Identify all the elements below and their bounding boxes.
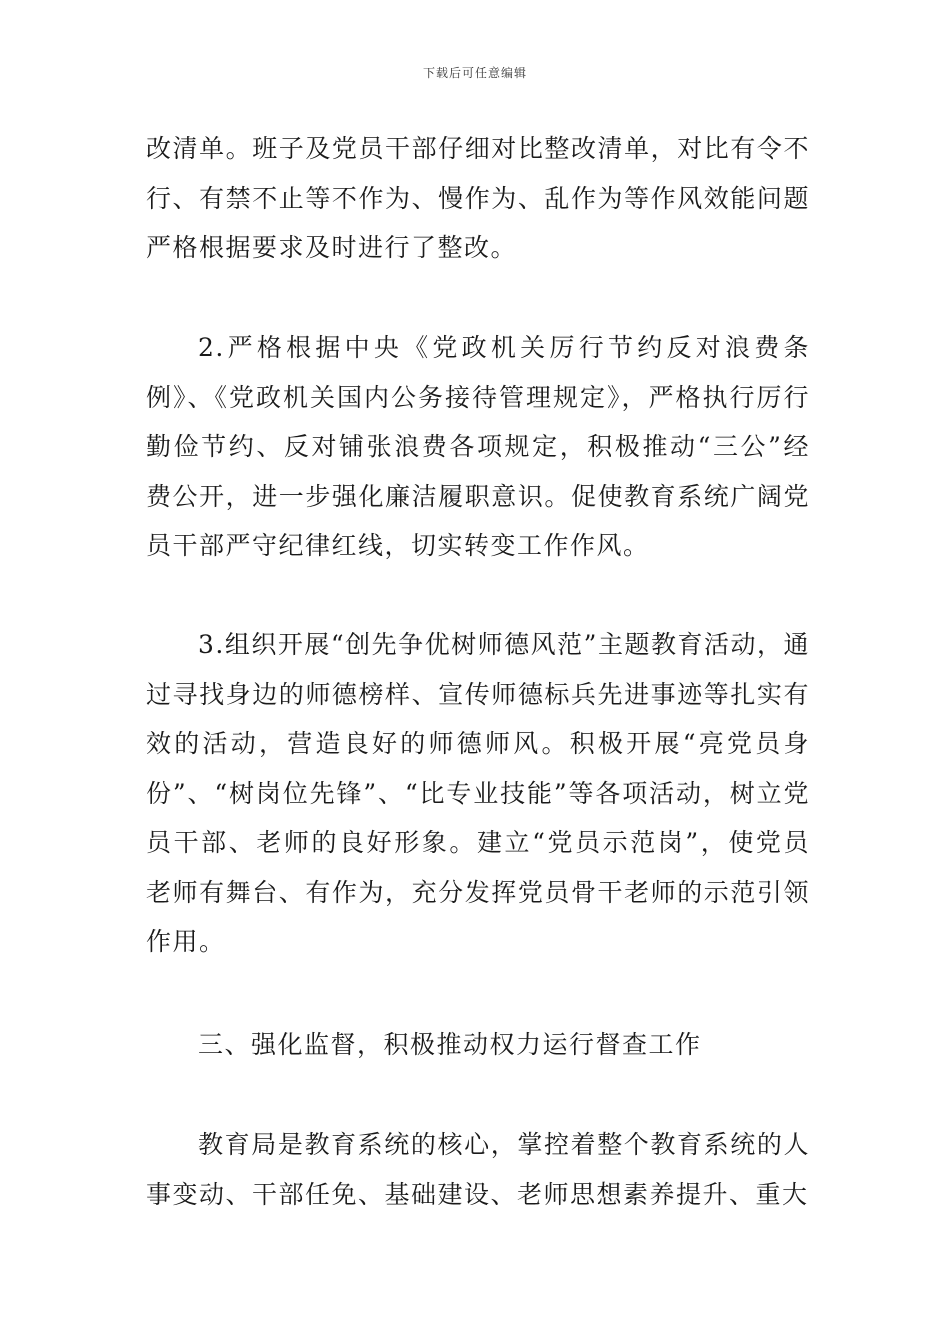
body-paragraph-continued (146, 124, 810, 273)
section-heading-3 (146, 1020, 810, 1070)
paragraph-text: 2.严格根据中央《党政机关厉行节约反对浪费条例》、《党政机关国内公务接待管理规定》，严格执行厉行勤俭节约、反对铺张浪费各项规定，积极推动“三公”经费公开，进一步强化廉洁履职意识。促使教育系统广阔党员干部严守纪律红线，切实转变工作作风。 (146, 333, 810, 560)
paragraph-text: 教育局是教育系统的核心，掌控着整个教育系统的人事变动、干部任免、基础建设、老师思想素养提升、重大 (146, 1130, 810, 1209)
paragraph-text: 改清单。班子及党员干部仔细对比整改清单，对比有令不行、有禁不止等不作为、慢作为、乱作为等作风效能问题严格根据要求及时进行了整改。 (146, 134, 810, 262)
body-paragraph-4 (146, 1120, 810, 1219)
page-header: 下载后可任意编辑 (422, 66, 527, 80)
section-heading-text: 三、强化监督，积极推动权力运行督查工作 (198, 1030, 702, 1059)
body-paragraph-2 (146, 323, 810, 571)
paragraph-text: 3.组织开展“创先争优树师德风范”主题教育活动，通过寻找身边的师德榜样、宣传师德标兵先进事迹等扎实有效的活动，营造良好的师德师风。积极开展“亮党员身份”、“树岗位先锋”、“比专业技能”等各项活动，树立党员干部、老师的良好形象。建立“党员示范岗”，使党员老师有舞台、有作为，充分发挥党员骨干老师的示范引领作用。 (146, 630, 810, 956)
body-paragraph-3 (146, 620, 810, 967)
